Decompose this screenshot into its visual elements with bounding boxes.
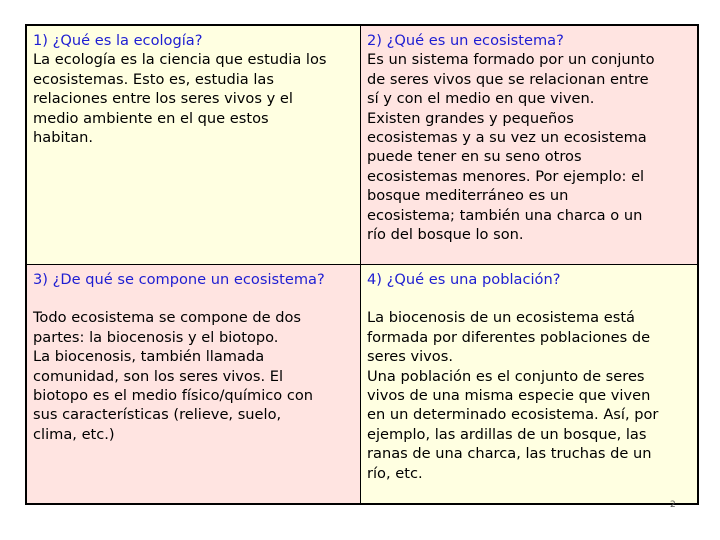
- answer-line: biotopo es el medio físico/químico con: [33, 387, 314, 405]
- answer-line: río del bosque lo son.: [367, 226, 524, 244]
- answer-line: habitan.: [33, 129, 94, 147]
- answer-line: Es un sistema formado por un conjunto: [367, 51, 655, 69]
- answer-line: ecosistemas. Esto es, estudia las: [33, 70, 274, 88]
- answer-line: Una población es el conjunto de seres: [367, 367, 645, 385]
- answer-line: ecosistemas menores. Por ejemplo: el: [367, 167, 645, 185]
- page-number-marker: 2: [670, 500, 676, 510]
- answer-line: ecosistema; también una charca o un: [367, 206, 643, 224]
- answer-line: puede tener en su seno otros: [367, 148, 582, 166]
- answer-line: formada por diferentes poblaciones de: [367, 328, 651, 346]
- answer-line: La biocenosis, también llamada: [33, 348, 265, 366]
- answer-line: partes: la biocenosis y el biotopo.: [33, 328, 279, 346]
- answer-line: ecosistemas y a su vez un ecosistema: [367, 129, 647, 147]
- answer-line: vivos de una misma especie que viven: [367, 387, 651, 405]
- answer-line: La ecología es la ciencia que estudia los: [33, 51, 327, 69]
- cell-ecologia: [27, 26, 361, 265]
- question-heading: 3) ¿De qué se compone un ecosistema?: [33, 271, 325, 288]
- answer-line: medio ambiente en el que estos: [33, 109, 269, 127]
- answer-line: de seres vivos que se relacionan entre: [367, 70, 649, 88]
- answer-line: sí y con el medio en que viven.: [367, 90, 595, 108]
- answer-line: río, etc.: [367, 464, 423, 482]
- answer-line: ranas de una charca, las truchas de un: [367, 445, 652, 463]
- answer-line: bosque mediterráneo es un: [367, 187, 569, 205]
- question-heading: 1) ¿Qué es la ecología?: [33, 32, 203, 49]
- cell-composicion: [27, 265, 361, 503]
- answer-line: relaciones entre los seres vivos y el: [33, 90, 293, 108]
- answer-line: sus características (relieve, suelo,: [33, 406, 282, 424]
- answer-line: ejemplo, las ardillas de un bosque, las: [367, 425, 647, 443]
- answer-line: Existen grandes y pequeños: [367, 109, 574, 127]
- cell-ecosistema: [361, 26, 697, 265]
- question-heading: 4) ¿Qué es una población?: [367, 271, 561, 288]
- answer-line: en un determinado ecosistema. Así, por: [367, 406, 659, 424]
- answer-line: seres vivos.: [367, 348, 453, 366]
- answer-line: La biocenosis de un ecosistema está: [367, 309, 635, 327]
- cell-poblacion: [361, 265, 697, 503]
- answer-line: Todo ecosistema se compone de dos: [33, 309, 302, 327]
- answer-line: comunidad, son los seres vivos. El: [33, 367, 284, 385]
- question-heading: 2) ¿Qué es un ecosistema?: [367, 32, 564, 49]
- ecology-qa-table: [25, 24, 699, 505]
- answer-line: clima, etc.): [33, 425, 115, 443]
